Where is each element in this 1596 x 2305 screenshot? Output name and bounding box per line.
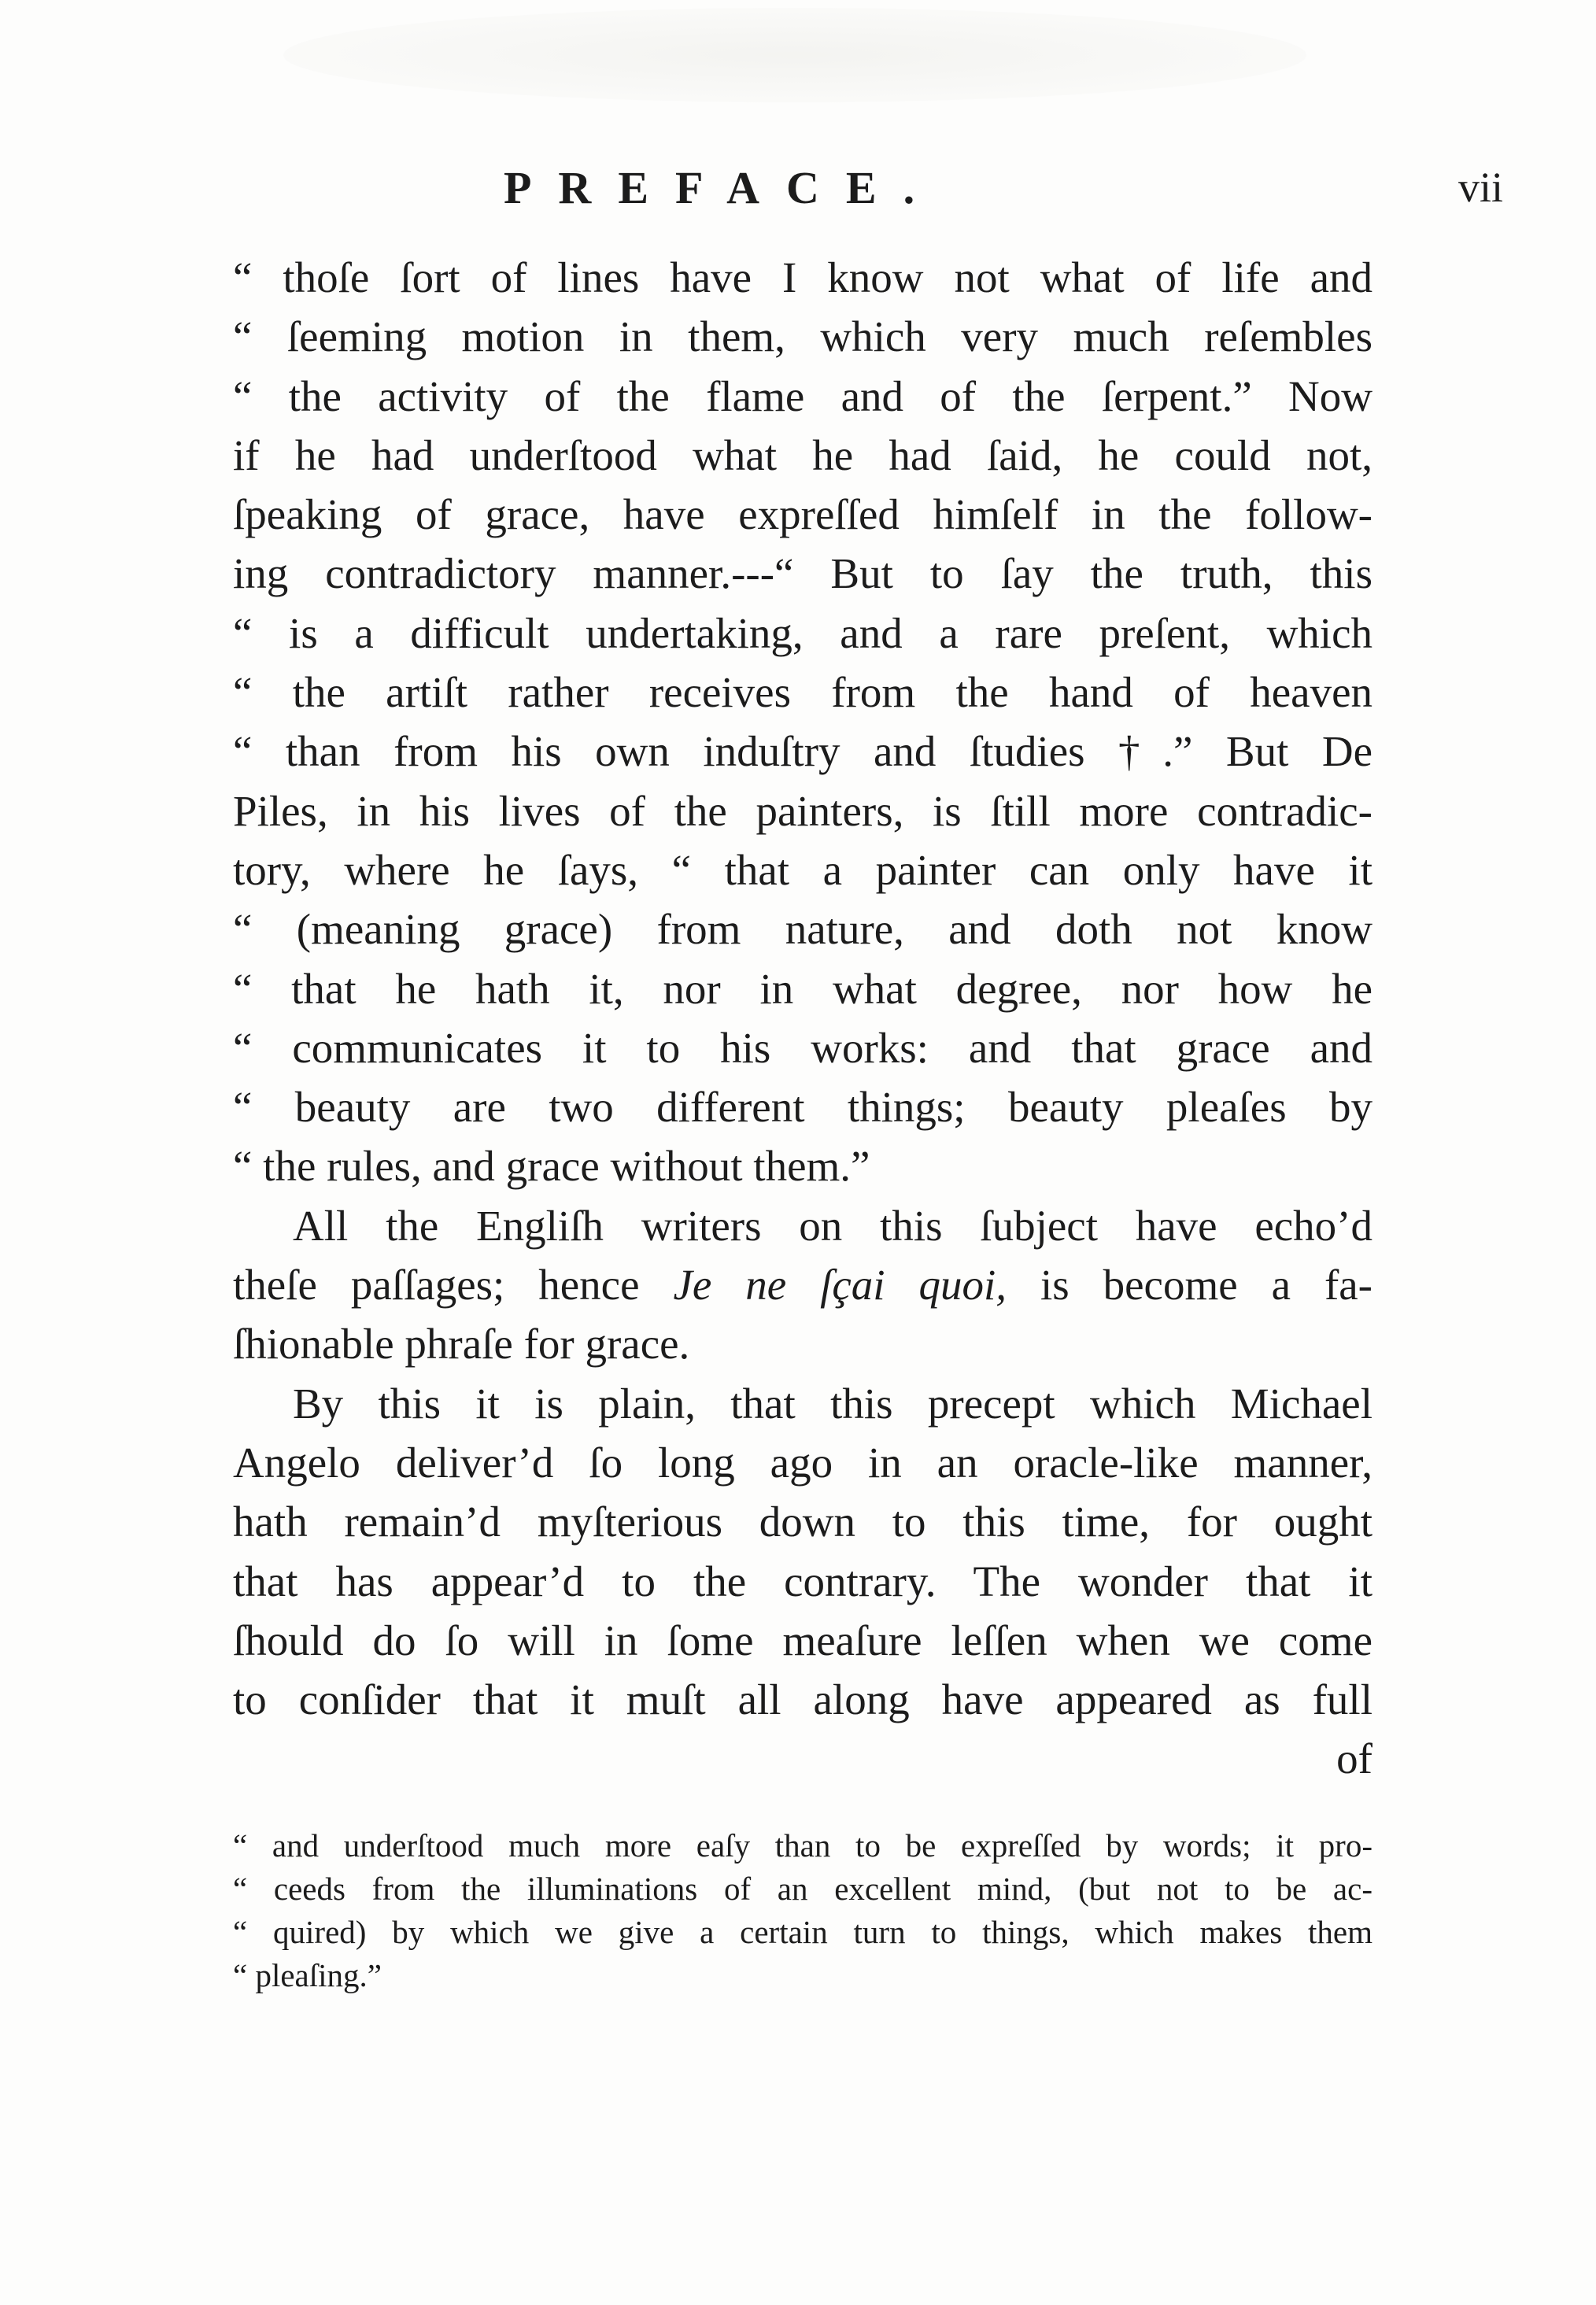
text-segment: is become a fa- [1040, 1261, 1372, 1309]
text-line: Angelo deliver’d ſo long ago in an oracle-like manner, [233, 1438, 1372, 1487]
text-line: “ (meaning grace) from nature, and doth not know [233, 905, 1372, 954]
footnote-line: “ and underſtood much more eaſy than to be expreſſed by words; it pro- [233, 1827, 1372, 1864]
footnote-line: “ quired) by which we give a certain turn to things, which makes them [233, 1914, 1372, 1950]
footnote-line: “ pleaſing.” [233, 1957, 382, 1993]
text-line: “ beauty are two different things; beauty pleaſes by [233, 1083, 1372, 1132]
text-segment: theſe paſſages; hence [233, 1261, 640, 1309]
text-line: ſpeaking of grace, have expreſſed himſelf in the follow- [233, 490, 1372, 539]
footnote-line: “ ceeds from the illuminations of an excellent mind, (but not to be ac- [233, 1871, 1372, 1907]
text-line: that has appear’d to the contrary. The wonder that it [233, 1557, 1372, 1605]
text-line: “ the artiſt rather receives from the hand of heaven [233, 668, 1372, 717]
text-line: “ than from his own induſtry and ſtudies †.” But De [233, 727, 1372, 776]
page-stain [283, 8, 1306, 102]
italic-phrase: Je ne ſçai quoi, [673, 1261, 1007, 1309]
text-line: ſhould do ſo will in ſome meaſure leſſen when we come [233, 1616, 1372, 1664]
text-line: “ is a difficult undertaking, and a rare preſent, which [233, 608, 1372, 657]
text-line-with-italic [233, 1255, 1372, 1314]
text-line: “ ſeeming motion in them, which very much reſembles [233, 312, 1372, 361]
text-line: ing contradictory manner.---“ But to ſay the truth, this [233, 549, 1372, 598]
text-line: “ communicates it to his works: and that grace and [233, 1023, 1372, 1072]
footnote [233, 1824, 1372, 1997]
text-line: ſhionable phraſe for grace. [233, 1320, 690, 1369]
text-line: Piles, in his lives of the painters, is ſtill more contradic- [233, 786, 1372, 835]
text-line: “ thoſe ſort of lines have I know not what of life and [233, 253, 1372, 301]
text-line: “ the activity of the flame and of the ſerpent.” Now [233, 371, 1372, 420]
catchword: of [1336, 1734, 1372, 1783]
text-line: hath remain’d myſterious down to this time, for ought [233, 1498, 1372, 1546]
text-line: “ the rules, and grace without them.” [233, 1142, 870, 1191]
text-line: if he had underſtood what he had ſaid, he could not, [233, 430, 1372, 479]
text-line: to conſider that it muſt all along have appeared as full [233, 1675, 1372, 1724]
body-text [233, 248, 1372, 1789]
text-line: “ that he hath it, nor in what degree, nor how he [233, 964, 1372, 1013]
paragraph-start-line: All the Engliſh writers on this ſubject have echo’d [293, 1201, 1372, 1250]
running-head [0, 161, 1596, 224]
running-head-title: PREFACE. [504, 162, 942, 213]
page-number: vii [1457, 164, 1503, 211]
paragraph-start-line: By this it is plain, that this precept which Michael [293, 1379, 1372, 1428]
text-line: tory, where he ſays, “ that a painter can only have it [233, 845, 1372, 894]
